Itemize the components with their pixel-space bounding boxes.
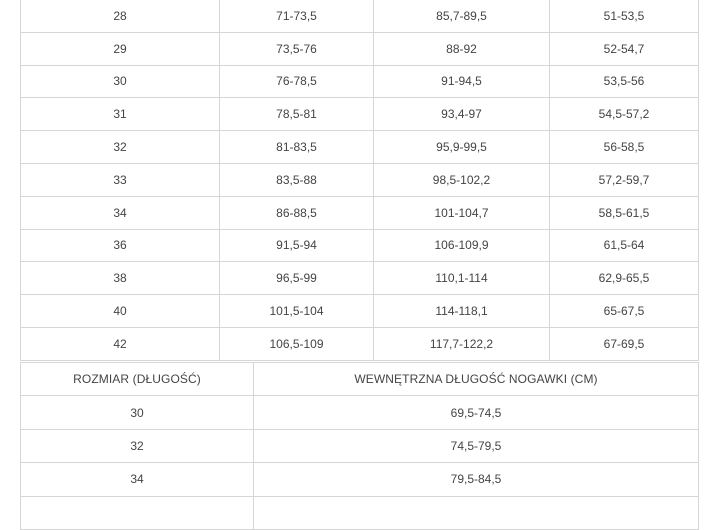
size-length-cell: 32	[21, 429, 254, 462]
table-row	[21, 496, 699, 529]
size-cell: 38	[21, 262, 220, 295]
waist-cell: 76-78,5	[220, 65, 374, 98]
size-cell: 42	[21, 327, 220, 360]
size-cell: 28	[21, 0, 220, 32]
size-table-body	[21, 0, 699, 360]
inseam-table-header-row	[21, 363, 699, 396]
hip-cell: 106-109,9	[374, 229, 550, 262]
header-inseam-length: WEWNĘTRZNA DŁUGOŚĆ NOGAWKI (CM)	[254, 363, 699, 396]
thigh-cell: 58,5-61,5	[550, 196, 699, 229]
hip-cell: 117,7-122,2	[374, 327, 550, 360]
table-row	[21, 396, 699, 429]
thigh-cell: 52-54,7	[550, 32, 699, 65]
table-row	[21, 65, 699, 98]
table-row	[21, 463, 699, 496]
waist-cell: 83,5-88	[220, 163, 374, 196]
size-cell: 36	[21, 229, 220, 262]
hip-cell: 88-92	[374, 32, 550, 65]
thigh-cell: 51-53,5	[550, 0, 699, 32]
waist-cell: 91,5-94	[220, 229, 374, 262]
table-row	[21, 295, 699, 328]
table-row	[21, 327, 699, 360]
waist-cell: 81-83,5	[220, 131, 374, 164]
size-cell: 31	[21, 98, 220, 131]
size-cell: 33	[21, 163, 220, 196]
waist-cell: 78,5-81	[220, 98, 374, 131]
size-cell: 34	[21, 196, 220, 229]
inseam-cell	[254, 496, 699, 529]
inseam-cell: 69,5-74,5	[254, 396, 699, 429]
size-length-cell	[21, 496, 254, 529]
hip-cell: 98,5-102,2	[374, 163, 550, 196]
thigh-cell: 53,5-56	[550, 65, 699, 98]
inseam-cell: 74,5-79,5	[254, 429, 699, 462]
hip-cell: 93,4-97	[374, 98, 550, 131]
size-length-cell: 30	[21, 396, 254, 429]
waist-cell: 101,5-104	[220, 295, 374, 328]
size-cell: 40	[21, 295, 220, 328]
table-row	[21, 32, 699, 65]
table-row	[21, 229, 699, 262]
table-row	[21, 429, 699, 462]
table-row	[21, 262, 699, 295]
thigh-cell: 62,9-65,5	[550, 262, 699, 295]
size-cell: 32	[21, 131, 220, 164]
hip-cell: 114-118,1	[374, 295, 550, 328]
size-length-cell: 34	[21, 463, 254, 496]
table-row	[21, 196, 699, 229]
hip-cell: 95,9-99,5	[374, 131, 550, 164]
header-size-length: ROZMIAR (DŁUGOŚĆ)	[21, 363, 254, 396]
size-table	[20, 0, 699, 361]
thigh-cell: 57,2-59,7	[550, 163, 699, 196]
hip-cell: 110,1-114	[374, 262, 550, 295]
waist-cell: 106,5-109	[220, 327, 374, 360]
hip-cell: 85,7-89,5	[374, 0, 550, 32]
table-row	[21, 131, 699, 164]
thigh-cell: 67-69,5	[550, 327, 699, 360]
inseam-cell: 79,5-84,5	[254, 463, 699, 496]
size-cell: 30	[21, 65, 220, 98]
waist-cell: 73,5-76	[220, 32, 374, 65]
waist-cell: 86-88,5	[220, 196, 374, 229]
table-row	[21, 0, 699, 32]
waist-cell: 71-73,5	[220, 0, 374, 32]
inseam-table-body	[21, 363, 699, 530]
thigh-cell: 54,5-57,2	[550, 98, 699, 131]
hip-cell: 91-94,5	[374, 65, 550, 98]
waist-cell: 96,5-99	[220, 262, 374, 295]
inseam-length-table	[20, 362, 699, 530]
table-row	[21, 98, 699, 131]
hip-cell: 101-104,7	[374, 196, 550, 229]
size-cell: 29	[21, 32, 220, 65]
thigh-cell: 65-67,5	[550, 295, 699, 328]
thigh-cell: 56-58,5	[550, 131, 699, 164]
table-row	[21, 163, 699, 196]
thigh-cell: 61,5-64	[550, 229, 699, 262]
